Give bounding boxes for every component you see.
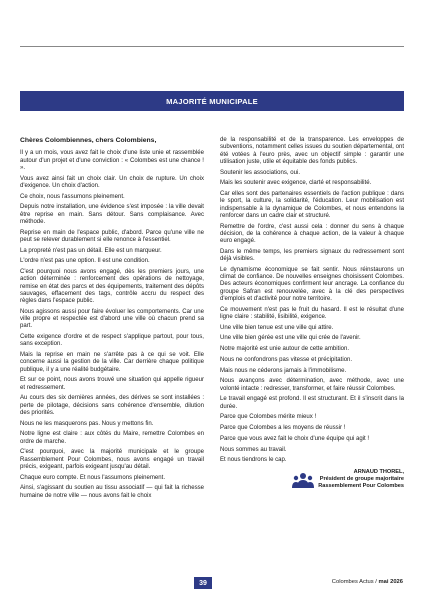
publication-name: Colombes Actus / (331, 579, 379, 585)
signatory-group: Rassemblement Pour Colombes (318, 482, 404, 489)
page-number-text: 39 (199, 579, 207, 587)
paragraph: Parce que vous avez fait le choix d'une équipe qui agit ! (220, 435, 370, 442)
top-divider (20, 46, 404, 47)
page-number (194, 577, 212, 589)
paragraph: Il y a un mois, vous avez fait le choix d'une liste unie et rassemblée autour d'un projet et d'une conviction : « Colombes est une chance ! ». (20, 150, 204, 171)
paragraph: Une ville bien tenue est une ville qui attire. (220, 324, 334, 331)
paragraph: C'est pourquoi, avec la majorité municipale et le groupe Rassemblement Pour Colombes, nous avons engagé un travail précis, exigeant, parfois exigeant jusqu'au détail. (20, 449, 204, 470)
paragraph: Ce mouvement n'est pas le fruit du hasard. Il est le résultat d'une ligne claire : stabilité, lisibilité, exigence. (220, 306, 404, 320)
paragraph: Dans le même temps, les premiers signaux du redressement sont déjà visibles. (220, 248, 404, 262)
paragraph: Parce que Colombes mérite mieux ! (220, 414, 317, 421)
article-body (20, 137, 404, 530)
paragraph: Nous ne confondrons pas vitesse et précipitation. (220, 356, 353, 363)
paragraph: Mais nous ne céderons jamais à l'immobilisme. (220, 367, 347, 374)
paragraph: Mais la reprise en main ne s'arrête pas à ce qui se voit. Elle concerne aussi la gestion de la ville. Car derrière chaque politique publique, il y a une réalité budgétaire. (20, 352, 204, 373)
paragraph: Reprise en main de l'espace public, d'abord. Parce qu'une ville ne peut se relever durablement si elle renonce à l'essentiel. (20, 229, 204, 243)
greeting: Chères Colombiennes, chers Colombiens, (20, 137, 157, 144)
right-column (220, 137, 404, 530)
footer-publication (332, 579, 403, 585)
group-people-icon (292, 472, 314, 489)
paragraph: Depuis notre installation, une évidence s'est imposée : la ville devait être reprise en main. Sans détour. Sans complaisance. Avec méthode. (20, 204, 204, 225)
section-title: MAJORITÉ MUNICIPALE (166, 96, 258, 106)
signature-block (220, 469, 404, 490)
paragraph: Vous avez ainsi fait un choix clair. Un choix de rupture. Un choix d'exigence. Un choix d'action. (20, 175, 204, 189)
section-banner (20, 91, 404, 111)
paragraph: Notre ligne est claire : aux côtés du Maire, remettre Colombes en ordre de marche. (20, 431, 204, 445)
paragraph: C'est pourquoi nous avons engagé, dès les premiers jours, une action déterminée : renforcement des opérations de nettoyage, remise en état des parcs et des équipements, traitement des dépôts sauvages, effacement des tags, contrôle accru du respect des règles dans l'espace public. (20, 269, 204, 304)
paragraph: La propreté n'est pas un détail. Elle est un marqueur. (20, 247, 162, 254)
paragraph: Le dynamisme économique se fait sentir. Nous réinstaurons un climat de confiance. De nouvelles enseignes choisissent Colombes. Des acteurs économiques confirment leur ancrage. La confiance du groupe Safran est renouvelée, avec à la clé des perspectives d'emplois et d'activité pour notre territoire. (220, 266, 404, 302)
paragraph: L'ordre n'est pas une option. Il est une condition. (20, 258, 150, 265)
paragraph: Le travail engagé est profond. Il est structurant. Et il s'inscrit dans la durée. (220, 396, 404, 410)
paragraph: Car elles sont des partenaires essentiels de l'action publique : dans le sport, la culture, la solidarité, l'éducation. Leur mobilisation est indispensable à la dynamique de Colombes, et nous entendons la renforcer dans un cadre clair et structuré. (220, 191, 404, 219)
paragraph: de la responsabilité et de la transparence. Les enveloppes de subventions, notamment celles issues du soutien départemental, ont été votées à l'euro près, avec un objectif simple : garantir une utilisation juste, utile et équitable des fonds publics. (220, 137, 404, 165)
paragraph: Chaque euro compte. Et nous l'assumons pleinement. (20, 474, 166, 481)
paragraph: Remettre de l'ordre, c'est aussi cela : donner du sens à chaque décision, de la cohérence à chaque action, de la valeur à chaque euro engagé. (220, 223, 404, 244)
paragraph: Notre majorité est unie autour de cette ambition. (220, 346, 350, 352)
paragraph: Et nous tiendrons le cap. (220, 457, 287, 464)
paragraph: Nous agissons aussi pour faire évoluer les comportements. Car une ville propre et respectée est d'abord une ville où chacun prend sa part. (20, 308, 204, 330)
paragraph: Ainsi, s'agissant du soutien au tissu associatif — qui fait la richesse humaine de notre ville — nous avons fait le choix (20, 485, 204, 499)
paragraph: Une ville bien gérée est une ville qui crée de l'avenir. (220, 335, 361, 342)
signatory-name: ARNAUD THOREL, (353, 468, 404, 475)
signature-text (318, 469, 404, 490)
paragraph: Ce choix, nous l'assumons pleinement. (20, 193, 125, 200)
paragraph: Cette exigence d'ordre et de respect s'applique partout, pour tous, sans exception. (20, 334, 204, 348)
paragraph: Et sur ce point, nous avons trouvé une situation qui appelle rigueur et redressement. (20, 377, 204, 391)
paragraph: Nous ne les masquerons pas. Nous y mettons fin. (20, 420, 154, 427)
paragraph: Nous avançons avec détermination, avec méthode, avec une volonté intacte : redresser, transformer, et faire réussir Colombes. (220, 378, 404, 392)
signatory-role: Président de groupe majoritaire (319, 475, 404, 482)
paragraph: Au cours des six dernières années, des dérives se sont installées : perte de pilotage, décisions sans cohérence d'ensemble, dilution des priorités. (20, 395, 204, 416)
left-column (20, 137, 204, 530)
paragraph: Mais les soutenir avec exigence, clarté et responsabilité. (220, 180, 372, 187)
publication-date: mai 2026 (378, 579, 403, 585)
paragraph: Parce que Colombes a les moyens de réussir ! (220, 425, 346, 431)
paragraph: Nous sommes au travail. (220, 446, 287, 453)
paragraph: Soutenir les associations, oui. (220, 169, 300, 176)
